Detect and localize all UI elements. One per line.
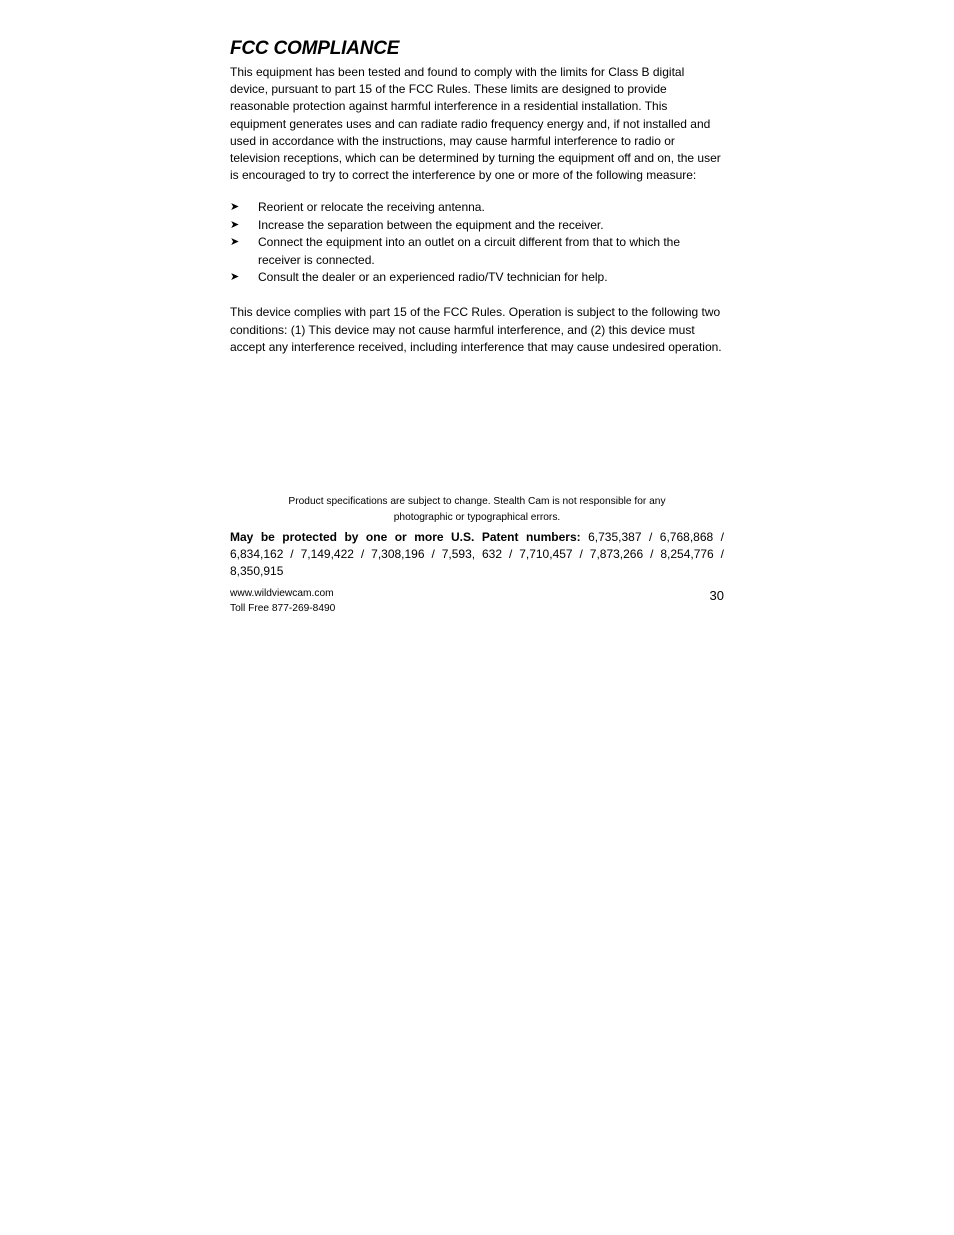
disclaimer-line: photographic or typographical errors. bbox=[393, 511, 561, 523]
page-title: FCC COMPLIANCE bbox=[230, 38, 400, 59]
conditions-paragraph: This device complies with part 15 of the FCC Rules. Operation is subject to the following two conditions: (1) This device may not cause harmful interference, and (2) this device must accept any interference received, including interference that may cause undesired operation. bbox=[230, 305, 722, 354]
arrowhead-bullet-icon: ➤ bbox=[230, 201, 240, 214]
measure-text: Connect the equipment into an outlet on a circuit different from that to which the receiver is connected. bbox=[258, 235, 681, 267]
phone-text: Toll Free 877-269-8490 bbox=[230, 603, 336, 614]
contact-info bbox=[230, 586, 335, 616]
disclaimer bbox=[230, 494, 724, 525]
patent-numbers: 6,735,387 / 6,768,868 / 6,834,162 / 7,149,422 / 7,308,196 / 7,593, 632 / 7,710,457 / 7,873,266 / 8,254,776 / 8,350,915 bbox=[230, 530, 724, 579]
page-number: 30 bbox=[709, 588, 724, 603]
arrowhead-bullet-icon: ➤ bbox=[230, 236, 240, 249]
disclaimer-line: Product specifications are subject to change. Stealth Cam is not responsible for any bbox=[288, 496, 666, 507]
measures-list bbox=[230, 199, 724, 286]
page-footer bbox=[230, 586, 724, 618]
list-item bbox=[230, 234, 724, 268]
measure-text: Reorient or relocate the receiving antenna. bbox=[258, 200, 485, 215]
patent-notice bbox=[230, 529, 724, 581]
website-text: www.wildviewcam.com bbox=[230, 588, 334, 599]
list-item bbox=[230, 217, 724, 234]
arrowhead-bullet-icon: ➤ bbox=[230, 271, 240, 284]
intro-paragraph: This equipment has been tested and found to comply with the limits for Class B digital device, pursuant to part 15 of the FCC Rules. These limits are designed to provide reasonable protection against harmful interference in a residential installation. This equipment generates uses and can radiate radio frequency energy and, if not installed and used in accordance with the instructions, may cause harmful interference to radio or television receptions, which can be determined by turning the equipment off and on, the user is encouraged to try to correct the interference by one or more of the following measure: bbox=[230, 65, 721, 183]
list-item bbox=[230, 269, 724, 286]
measure-text: Consult the dealer or an experienced radio/TV technician for help. bbox=[258, 270, 608, 285]
measure-text: Increase the separation between the equipment and the receiver. bbox=[258, 217, 604, 232]
list-item bbox=[230, 199, 724, 216]
fcc-section bbox=[230, 36, 724, 356]
patent-lead: May be protected by one or more U.S. Patent numbers: bbox=[230, 530, 581, 544]
arrowhead-bullet-icon: ➤ bbox=[230, 218, 240, 231]
